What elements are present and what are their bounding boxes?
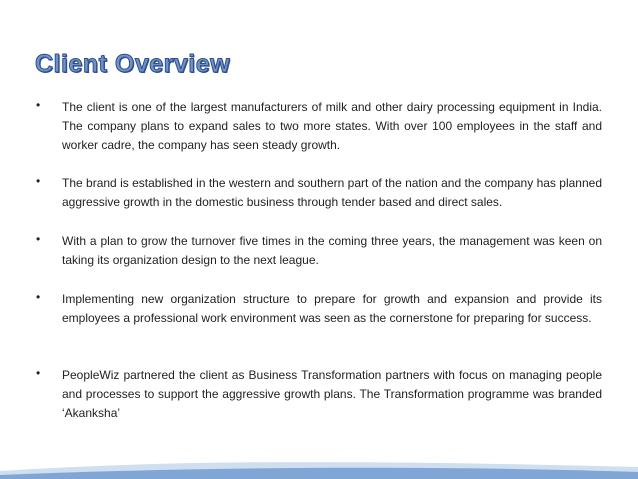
bullet-text: PeopleWiz partnered the client as Business Transformation partners with focus on managing people and processes to support the aggressive growth plans. The Transformation programme was branded ‘Akanksha’: [62, 368, 602, 420]
bullet-text: Implementing new organization structure to prepare for growth and expansion and provide its employees a professional work environment was seen as the cornerstone for preparing for success.: [62, 292, 602, 325]
bullet-glyph: •: [36, 366, 41, 380]
bullet-glyph: •: [36, 174, 41, 188]
bullet-text: The client is one of the largest manufacturers of milk and other dairy processing equipment in India. The company plans to expand sales to two more states. With over 100 employees in the staff and worker cadre, the company has seen steady growth.: [62, 100, 602, 152]
bullet-glyph: •: [36, 290, 41, 304]
bullet-text: With a plan to grow the turnover five times in the coming three years, the management was keen on taking its organization design to the next league.: [62, 234, 602, 267]
bullet-glyph: •: [36, 232, 41, 246]
bullet-glyph: •: [36, 98, 41, 112]
bottom-wave-decoration: [0, 457, 638, 479]
bullet-text: The brand is established in the western and southern part of the nation and the company has planned aggressive growth in the domestic business through tender based and direct sales.: [62, 176, 602, 209]
slide-title: Client Overview: [35, 50, 231, 78]
